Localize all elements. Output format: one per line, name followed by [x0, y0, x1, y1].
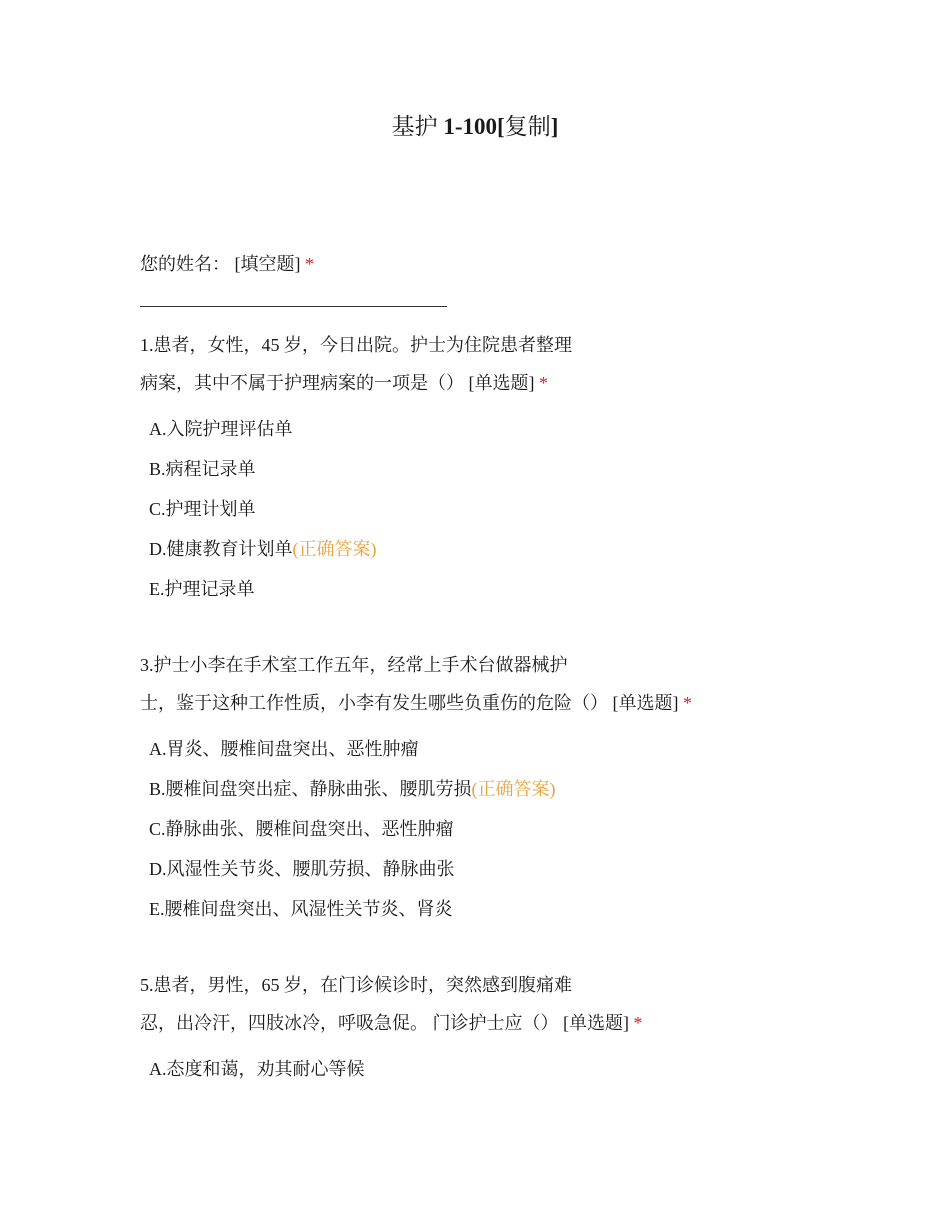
q1-option-d[interactable] — [149, 537, 377, 561]
q3-option-a[interactable]: A.胃炎、腰椎间盘突出、恶性肿瘤 — [149, 739, 419, 759]
q1-option-a[interactable]: A.入院护理评估单 — [149, 419, 293, 439]
option-text: B.腰椎间盘突出症、静脉曲张、腰肌劳损 — [149, 779, 472, 799]
q1-option-c[interactable]: C.护理计划单 — [149, 499, 256, 519]
page-title — [0, 112, 950, 142]
q1-option-e[interactable]: E.护理记录单 — [149, 579, 255, 599]
title-suffix: 复制 — [504, 114, 551, 139]
required-mark: * — [683, 693, 692, 713]
q5-text-line1: 5.患者，男性，65 岁，在门诊候诊时，突然感到腹痛难 — [140, 975, 572, 995]
required-mark: * — [539, 373, 548, 393]
q3-text-line2 — [140, 691, 692, 715]
option-text: D.健康教育计划单 — [149, 539, 293, 559]
title-prefix: 基护 — [391, 114, 444, 139]
q5-option-a[interactable]: A.态度和蔼，劝其耐心等候 — [149, 1059, 365, 1079]
name-question — [140, 252, 314, 276]
q3-text: 士，鉴于这种工作性质，小李有发生哪些负重伤的危险（） — [140, 693, 608, 713]
correct-answer-label: (正确答案) — [471, 779, 556, 799]
name-label: 您的姓名： — [140, 254, 230, 274]
q1-text-line2 — [140, 371, 548, 395]
question-type-tag: [单选题] — [468, 373, 535, 393]
q1-option-b[interactable]: B.病程记录单 — [149, 459, 256, 479]
q3-option-d[interactable]: D.风湿性关节炎、腰肌劳损、静脉曲张 — [149, 859, 455, 879]
q3-option-c[interactable]: C.静脉曲张、腰椎间盘突出、恶性肿瘤 — [149, 819, 454, 839]
required-mark: * — [305, 254, 314, 274]
q5-text: 忍，出冷汗，四肢冰冷，呼吸急促。 门诊护士应（） — [140, 1013, 559, 1033]
q3-option-e[interactable]: E.腰椎间盘突出、风湿性关节炎、肾炎 — [149, 899, 453, 919]
q3-text-line1: 3.护士小李在手术室工作五年，经常上手术台做器械护 — [140, 655, 568, 675]
q5-text-line2 — [140, 1011, 643, 1035]
question-type-tag: [单选题] — [563, 1013, 629, 1033]
title-code: 1-100[ — [443, 114, 505, 139]
q1-text-line1: 1.患者，女性，45 岁，今日出院。护士为住院患者整理 — [140, 335, 572, 355]
q1-text: 病案，其中不属于护理病案的一项是（） — [140, 373, 464, 393]
correct-answer-label: (正确答案) — [292, 539, 377, 559]
title-bracket: ] — [550, 114, 559, 139]
name-input[interactable] — [140, 306, 447, 307]
question-type-tag: [填空题] — [234, 254, 301, 274]
q3-option-b[interactable] — [149, 777, 556, 801]
required-mark: * — [633, 1013, 643, 1033]
question-type-tag: [单选题] — [612, 693, 679, 713]
